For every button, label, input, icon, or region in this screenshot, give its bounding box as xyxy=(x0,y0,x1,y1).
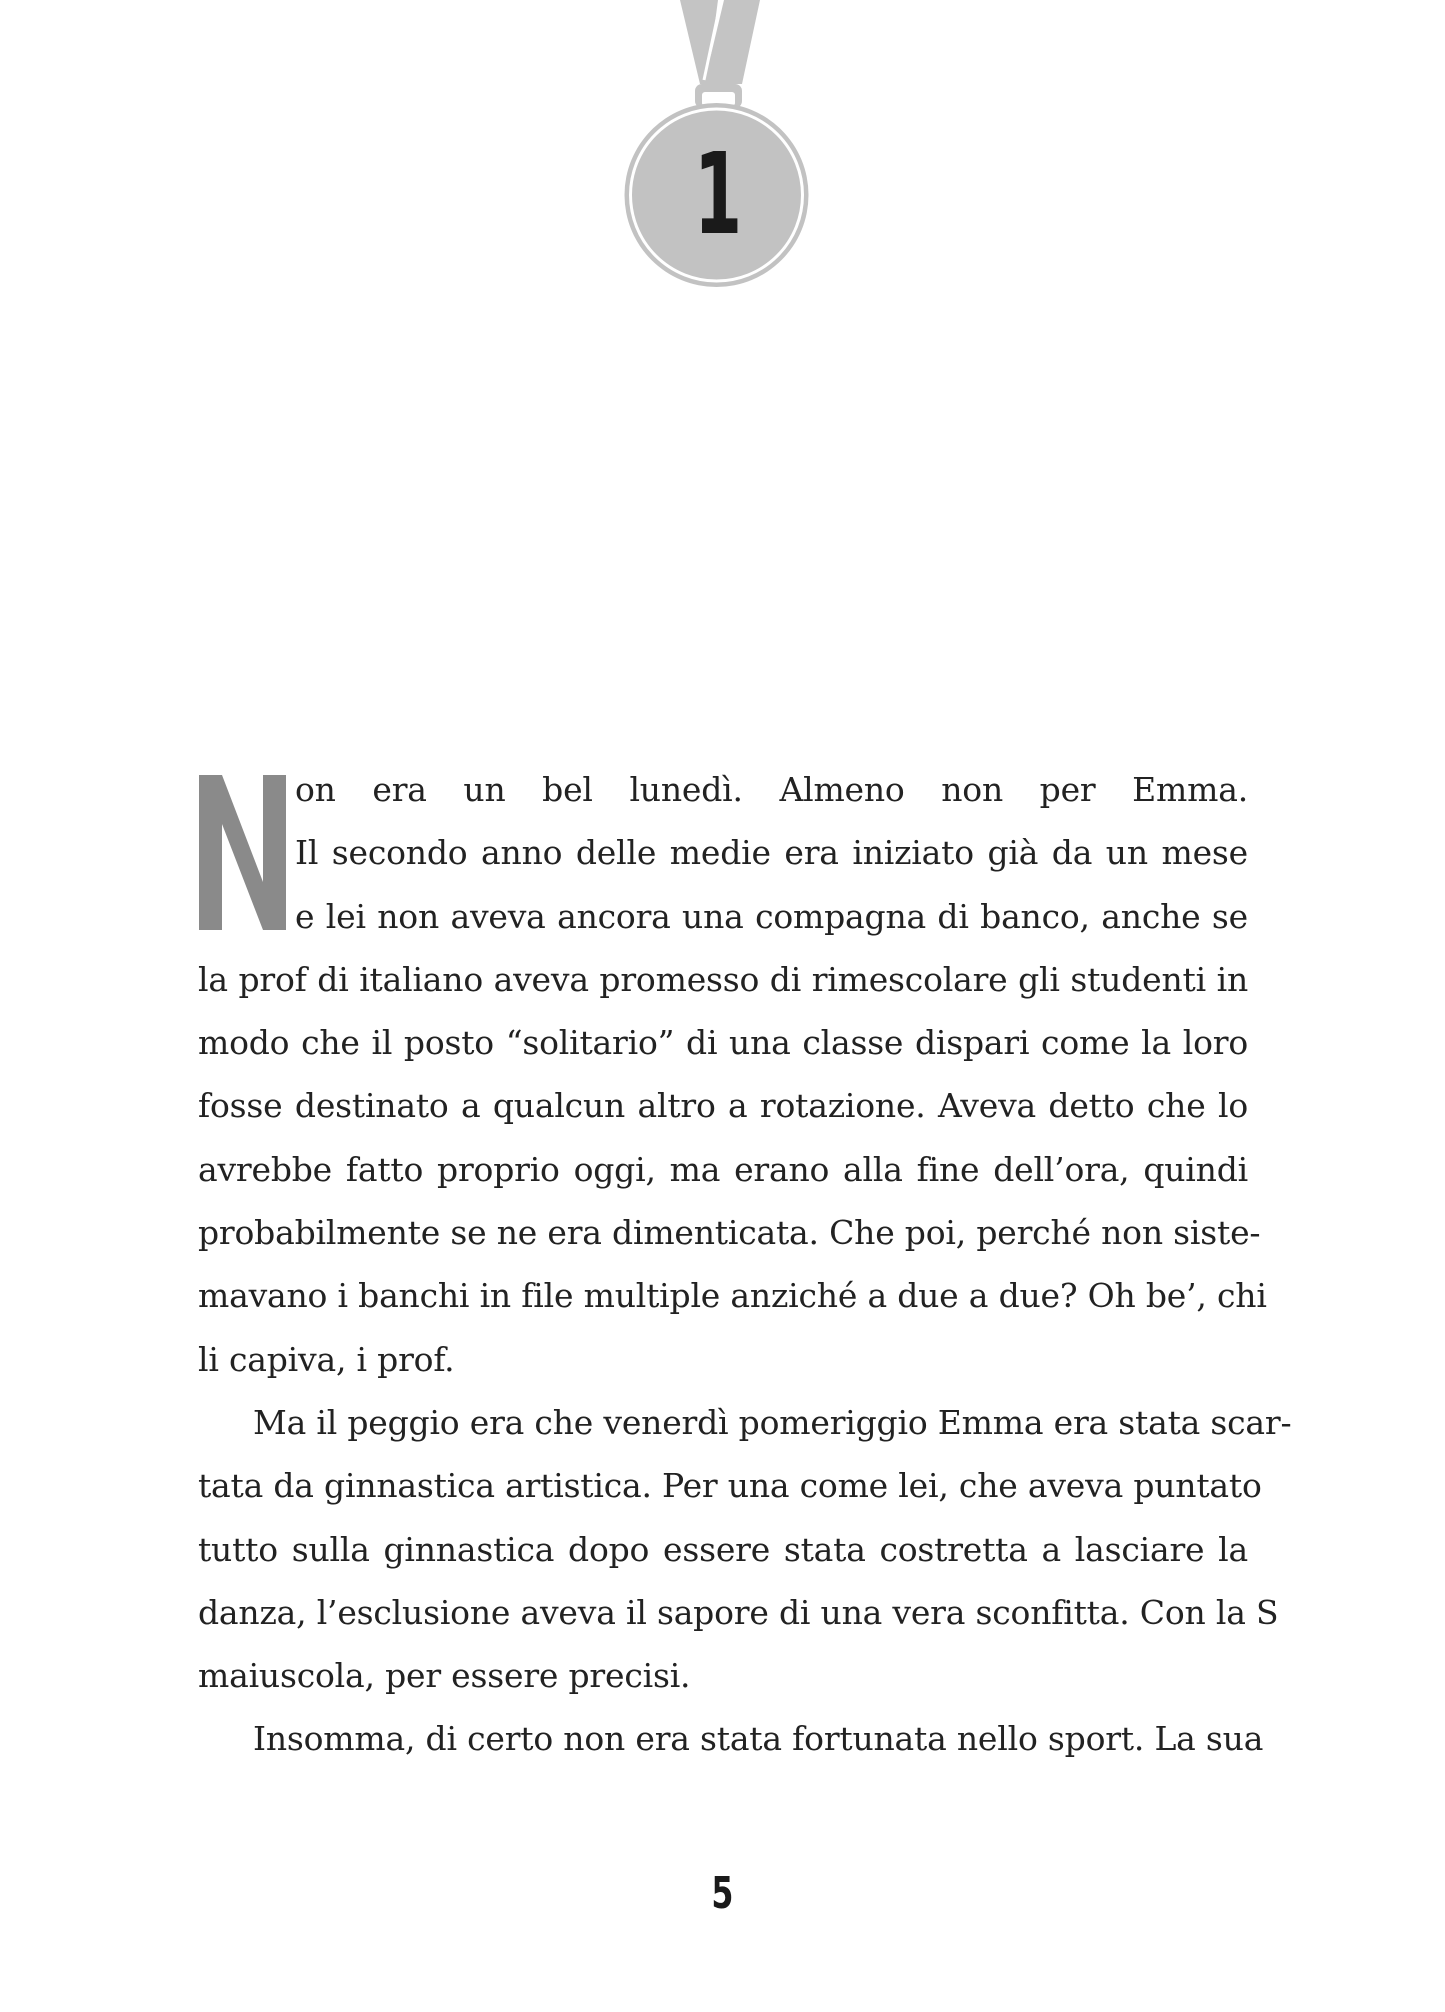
text-line: on era un bel lunedì. Almeno non per Emma. xyxy=(295,770,1248,809)
text-line: li capiva, i prof. xyxy=(198,1339,455,1379)
text-line: fosse destinato a qualcun altro a rotazione. Aveva detto che lo xyxy=(198,1086,1248,1126)
paragraph-1 xyxy=(198,758,1267,1391)
text-line: mavano i banchi in file multiple anziché a due a due? Oh be’, chi xyxy=(198,1276,1267,1316)
text-line: e lei non aveva ancora una compagna di banco, anche se xyxy=(295,896,1248,936)
text-line: tutto sulla ginnastica dopo essere stata costretta a lasciare la xyxy=(198,1529,1248,1569)
text-line: tata da ginnastica artistica. Per una come lei, che aveva puntato xyxy=(198,1466,1262,1506)
text-line: maiuscola, per essere precisi. xyxy=(198,1656,691,1696)
chapter-number: 1 xyxy=(693,129,743,260)
text-line: Il secondo anno delle medie era iniziato già da un mese xyxy=(295,833,1248,873)
page-number: 5 xyxy=(711,1868,734,1919)
chapter-medal-icon xyxy=(600,0,840,300)
text-line: Insomma, di certo non era stata fortunata nello sport. La sua xyxy=(253,1719,1264,1759)
text-line: avrebbe fatto proprio oggi, ma erano alla fine dell’ora, quindi xyxy=(198,1149,1248,1189)
paragraph-3 xyxy=(198,1707,1264,1770)
drop-cap-letter: N xyxy=(196,762,197,763)
body-text xyxy=(198,758,1292,1771)
paragraph-2 xyxy=(198,1391,1292,1707)
text-line: la prof di italiano aveva promesso di rimescolare gli studenti in xyxy=(198,959,1248,999)
text-line: Ma il peggio era che venerdì pomeriggio Emma era stata scar- xyxy=(253,1402,1292,1442)
text-line: probabilmente se ne era dimenticata. Che poi, perché non siste- xyxy=(198,1213,1261,1253)
text-line: danza, l’esclusione aveva il sapore di una vera sconfitta. Con la S xyxy=(198,1592,1279,1632)
text-line: modo che il posto “solitario” di una classe dispari come la loro xyxy=(198,1023,1248,1063)
